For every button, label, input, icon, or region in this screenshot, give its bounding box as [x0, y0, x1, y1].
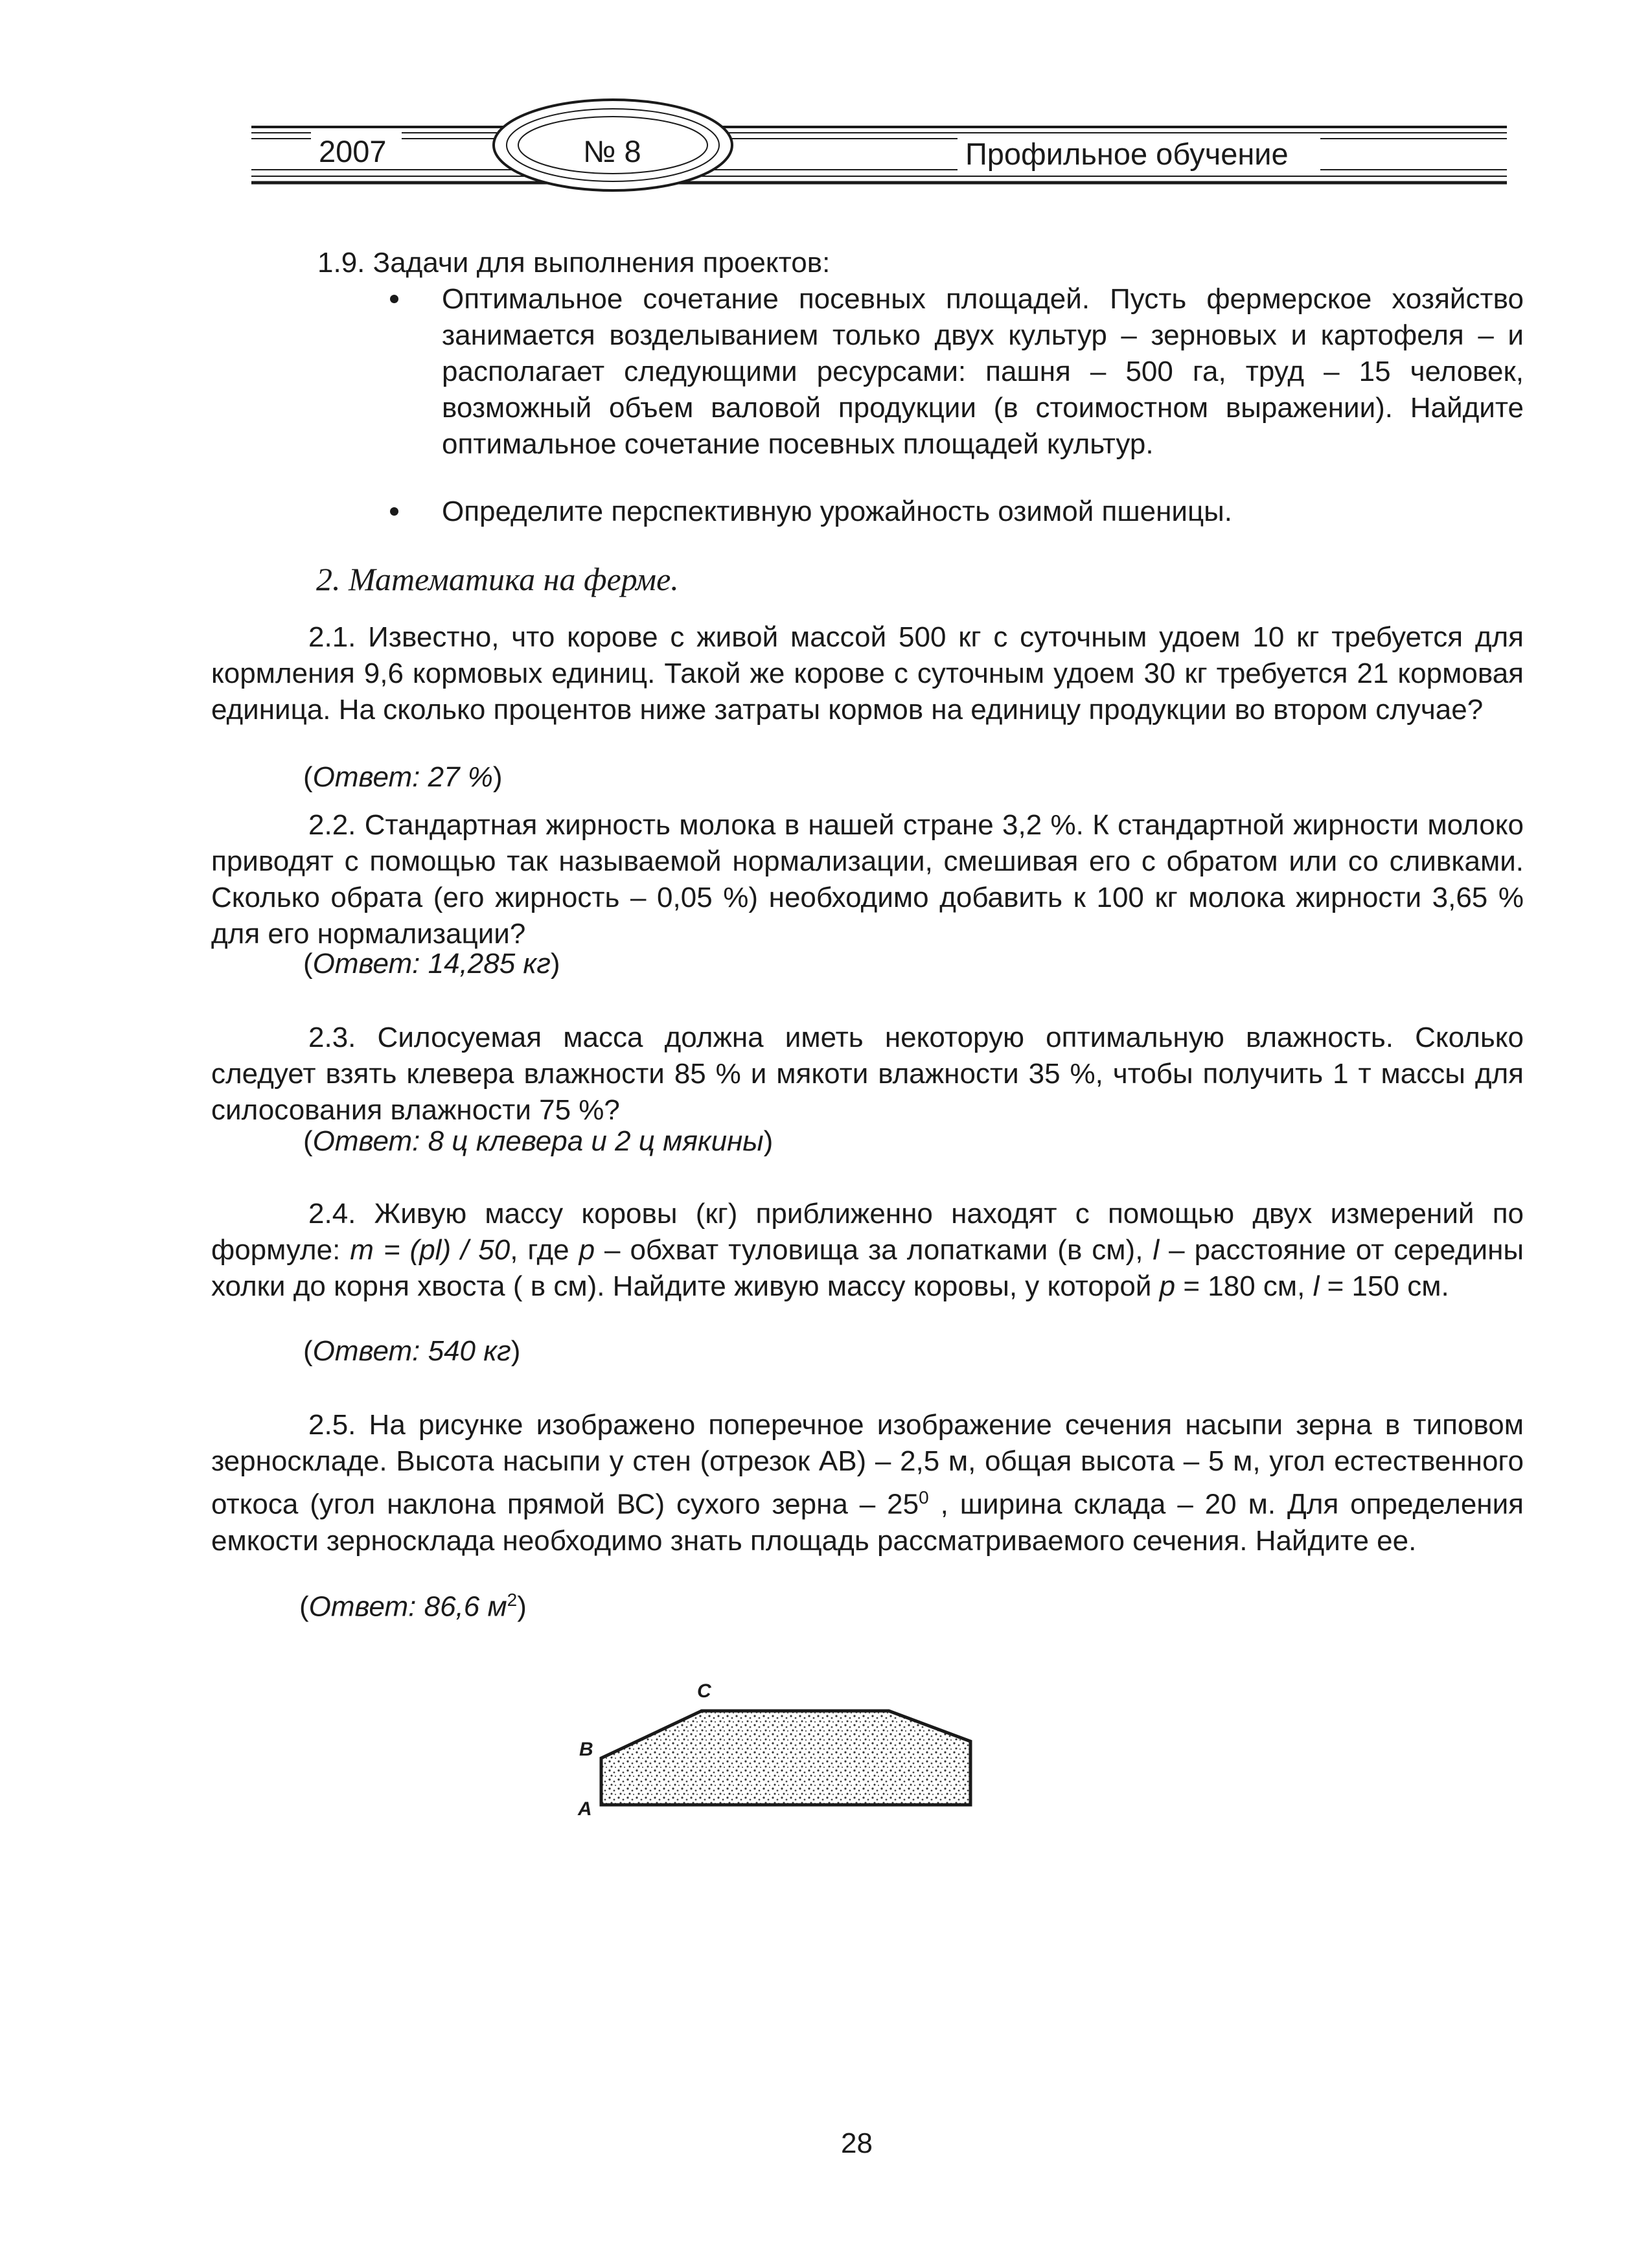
answer-2-2: (Ответ: 14,285 кг) — [303, 948, 560, 979]
grain-pile-shape — [601, 1711, 970, 1805]
answer-2-3: (Ответ: 8 ц клевера и 2 ц мякины) — [303, 1125, 774, 1157]
bullet-text: Определите перспективную урожайность озимой пшеницы. — [442, 496, 1233, 527]
problem-2-4: 2.4. Живую массу коровы (кг) приближенно находят с помощью двух измерений по формуле: m = (pl) / 50, где p – обхват туловища за лопатками (в см), l – расстояние от середины холки до корня хвоста ( в см). Найдите живую массу коровы, у которой p = 180 см, l = 150 см. — [211, 1198, 1524, 1302]
section-2-heading: 2. Математика на ферме. — [316, 561, 679, 597]
problem-2-1: 2.1. Известно, что корове с живой массой 500 кг с суточным удоем 10 кг требуется для кормления 9,6 кормовых единиц. Такой же корове с суточным удоем 30 кг требуется 21 кормовая единица. На сколько процентов ниже затраты кормов на единицу продукции во втором случае? — [211, 621, 1524, 726]
problem-2-3: 2.3. Силосуемая масса должна иметь некоторую оптимальную влажность. Сколько следует взять клевера влажности 85 % и мякоти влажности 35 %, чтобы получить 1 т массы для силосования влажности 75 %? — [211, 1022, 1524, 1126]
figure-label-b: B — [579, 1739, 593, 1760]
figure-label-a: A — [578, 1798, 592, 1820]
header-year: 2007 — [319, 134, 387, 168]
figure-label-c: C — [697, 1680, 711, 1702]
header-issue-number: № 8 — [583, 134, 641, 168]
problem-2-5: 2.5. На рисунке изображено поперечное изображение сечения насыпи зерна в типовом зерноскладе. Высота насыпи у стен (отрезок АВ) – 2,5 м, общая высота – 5 м, угол естественного откоса (угол наклона прямой ВС) сухого зерна – $25^0$ , ширина склада – 20 м. Для определения емкости зерносклада необходимо знать площадь рассматриваемого сечения. Найдите ее. — [211, 1409, 1524, 1557]
header-journal-title: Профильное обучение — [965, 137, 1289, 171]
formula: m = (pl) / 50 — [350, 1234, 511, 1266]
page-number: 28 — [841, 2127, 873, 2159]
answer-2-1: (Ответ: 27 %) — [303, 761, 503, 793]
section-1-9-title: 1.9. Задачи для выполнения проектов: — [317, 247, 831, 279]
problem-2-2: 2.2. Стандартная жирность молока в нашей стране 3,2 %. К стандартной жирности молоко приводят с помощью так называемой нормализации, смешивая его с обратом или со сливками. Сколько обрата (его жирность – 0,05 %) необходимо добавить к 100 кг молока жирности 3,65 % для его нормализации? — [211, 809, 1524, 950]
bullet-text: Оптимальное сочетание посевных площадей. Пусть фермерское хозяйство занимается возделыванием только двух культур – зерновых и картофеля – и располагает следующими ресурсами: пашня – 500 га, труд – 15 человек, возможный объем валовой продукции (в стоимостном выражении). Найдите оптимальное сочетание посевных площадей культур. — [442, 283, 1524, 460]
answer-2-5: (Ответ: 86,6 $м^2$) — [299, 1590, 527, 1623]
answer-2-4: (Ответ: 540 кг) — [303, 1335, 521, 1367]
